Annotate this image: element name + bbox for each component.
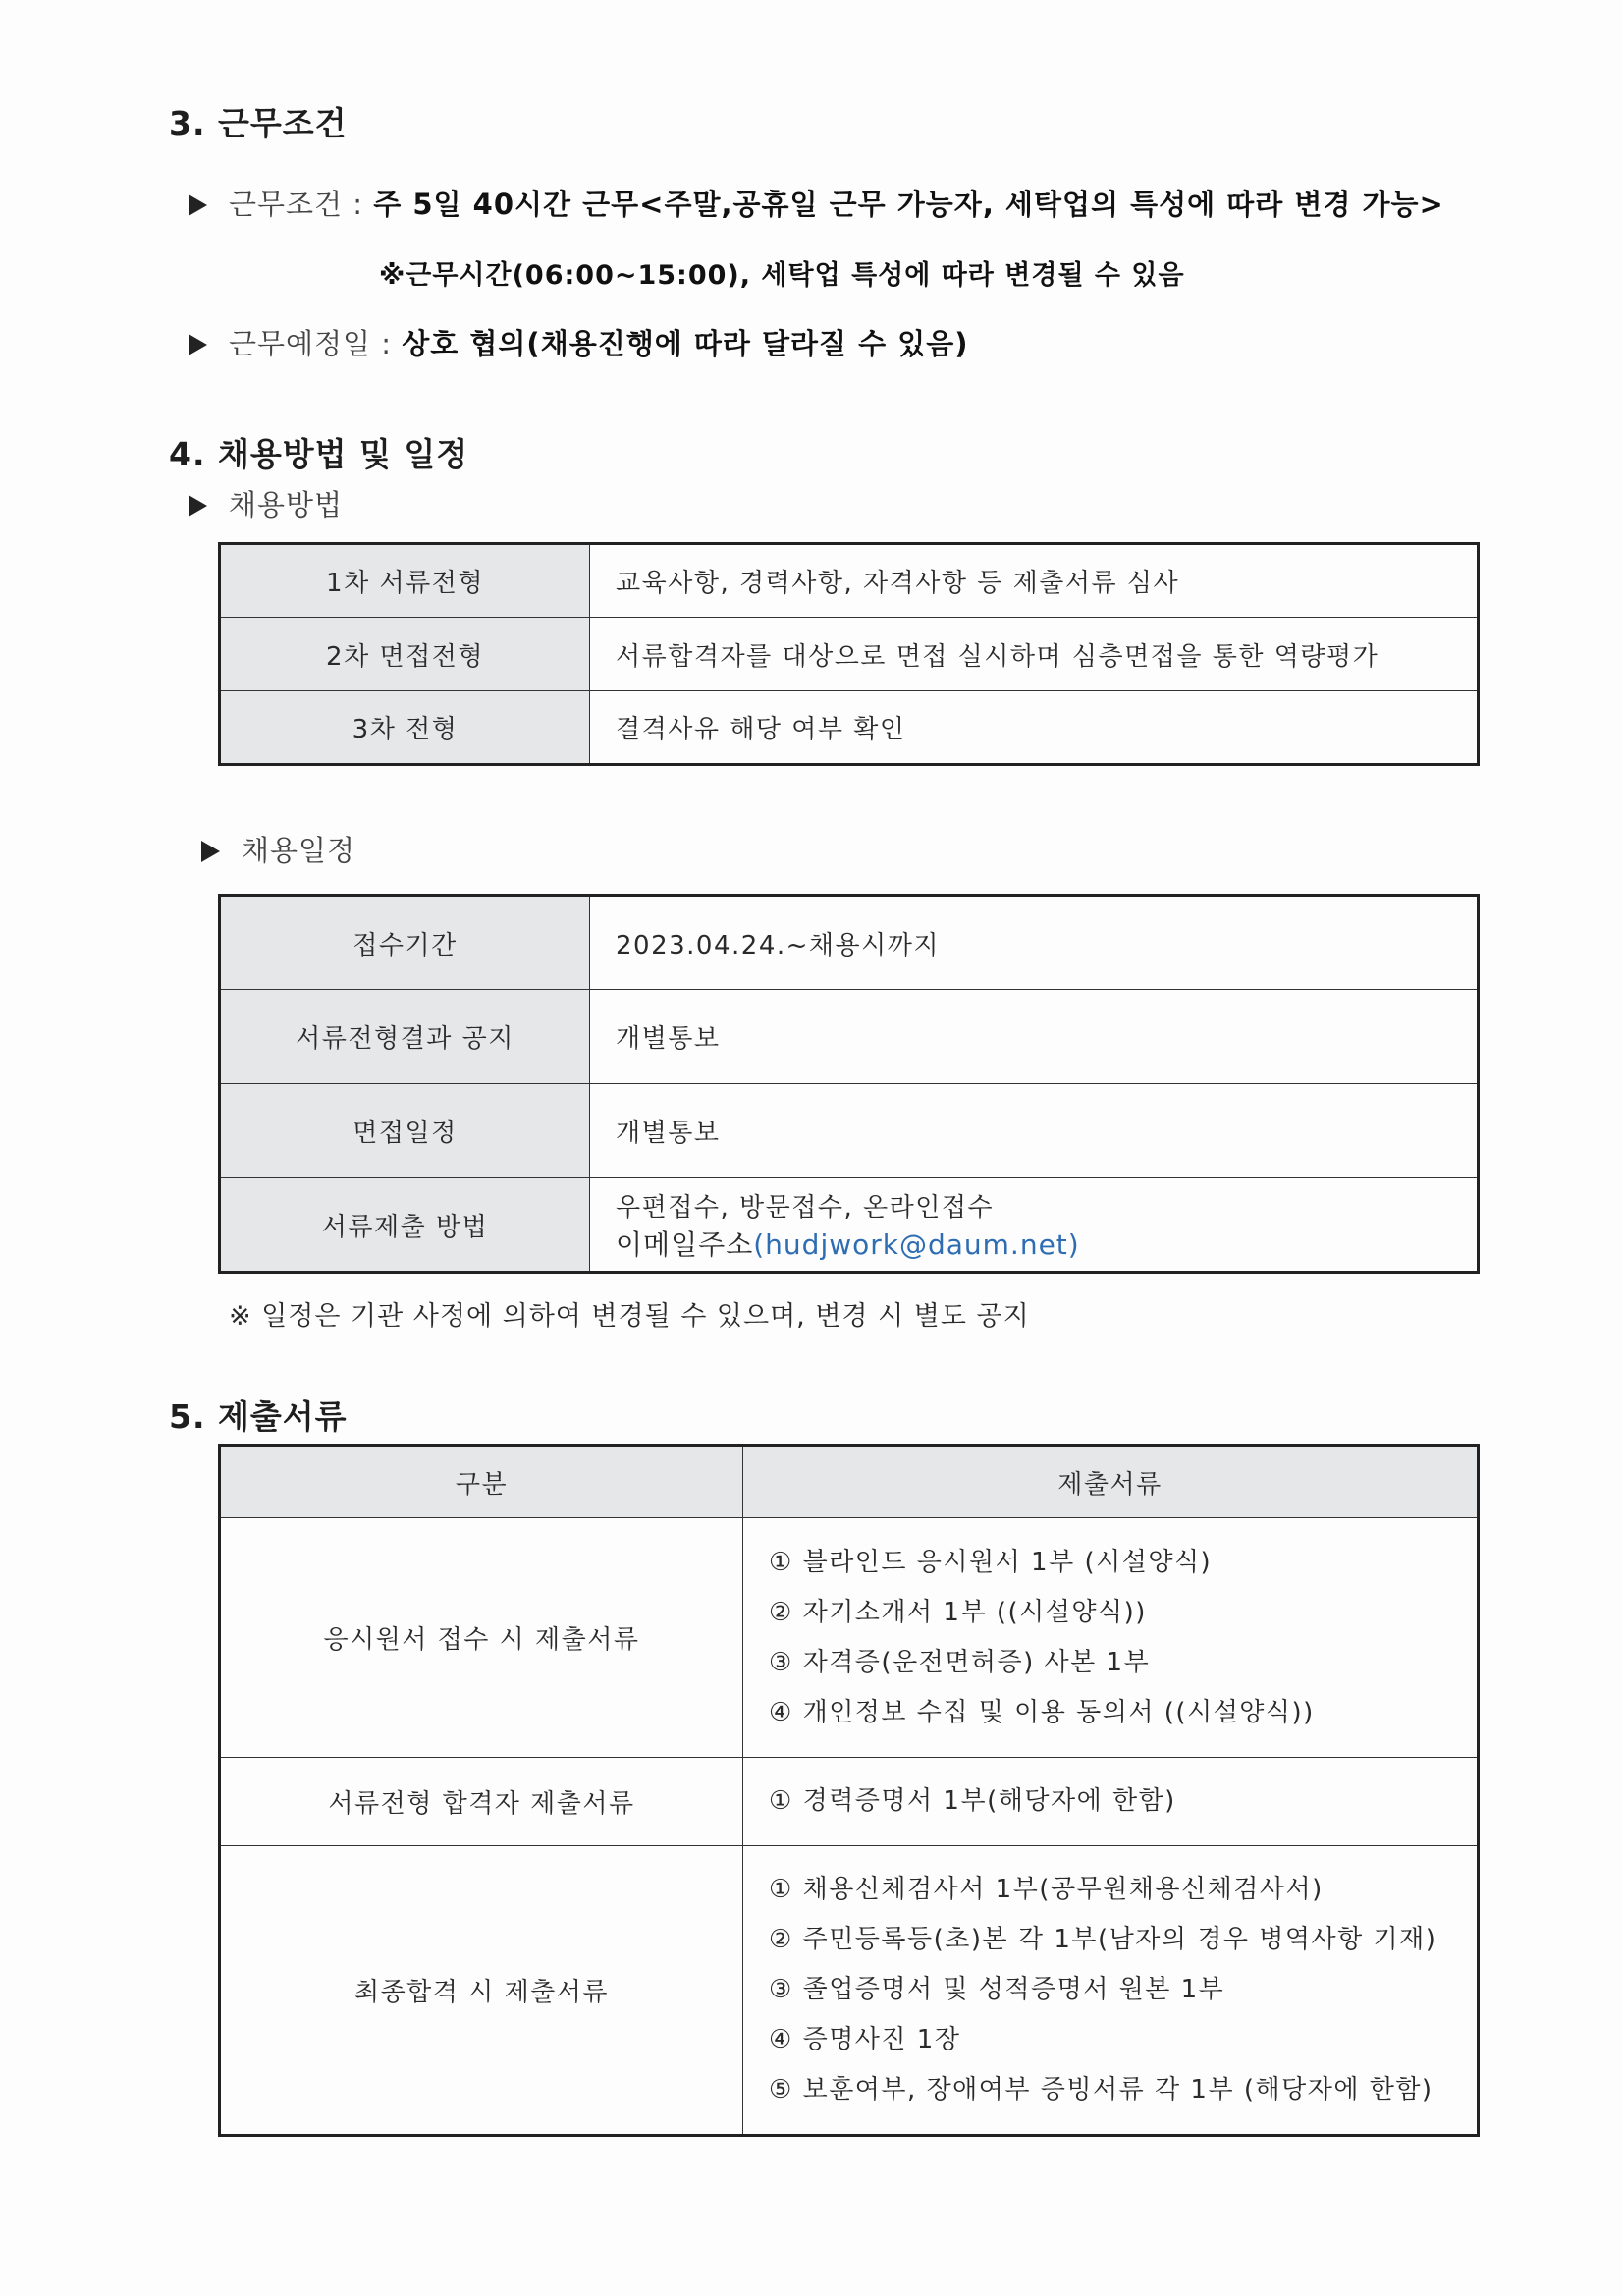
document-category: 서류전형 합격자 제출서류 bbox=[220, 1758, 743, 1846]
method-desc: 교육사항, 경력사항, 자격사항 등 제출서류 심사 bbox=[590, 544, 1479, 618]
method-stage: 1차 서류전형 bbox=[220, 544, 590, 618]
table-row bbox=[220, 990, 1479, 1084]
table-header-row bbox=[220, 1446, 1479, 1518]
submission-value bbox=[590, 1178, 1479, 1273]
table-row bbox=[220, 691, 1479, 765]
table-row bbox=[220, 1178, 1479, 1273]
triangle-bullet-icon bbox=[201, 841, 220, 862]
submission-label: 서류제출 방법 bbox=[220, 1178, 590, 1273]
schedule-value: 2023.04.24.~채용시까지 bbox=[590, 896, 1479, 990]
table-row bbox=[220, 1518, 1479, 1758]
work-hours-note: ※근무시간(06:00~15:00), 세탁업 특성에 따라 변경될 수 있음 bbox=[379, 260, 1185, 291]
start-date-line bbox=[189, 322, 969, 362]
table-row bbox=[220, 618, 1479, 691]
schedule-note: ※ 일정은 기관 사정에 의하여 변경될 수 있으며, 변경 시 별도 공지 bbox=[229, 1301, 1030, 1332]
schedule-value: 개별통보 bbox=[590, 990, 1479, 1084]
method-stage: 3차 전형 bbox=[220, 691, 590, 765]
document-list bbox=[743, 1846, 1479, 2136]
table-row bbox=[220, 1846, 1479, 2136]
column-header-documents: 제출서류 bbox=[743, 1446, 1479, 1518]
method-stage: 2차 면접전형 bbox=[220, 618, 590, 691]
triangle-bullet-icon bbox=[189, 495, 207, 517]
document-category: 응시원서 접수 시 제출서류 bbox=[220, 1518, 743, 1758]
submission-methods: 우편접수, 방문접수, 온라인접수 bbox=[616, 1192, 995, 1223]
document-category: 최종합격 시 제출서류 bbox=[220, 1846, 743, 2136]
table-row bbox=[220, 544, 1479, 618]
list-item: ② 주민등록등(초)본 각 1부(남자의 경우 병역사항 기재) bbox=[769, 1925, 1437, 1954]
schedule-label: 서류전형결과 공지 bbox=[220, 990, 590, 1084]
table-row bbox=[220, 1084, 1479, 1178]
documents-table bbox=[218, 1444, 1480, 2137]
list-item: ④ 증명사진 1장 bbox=[769, 2025, 961, 2054]
triangle-bullet-icon bbox=[189, 334, 207, 355]
list-item: ④ 개인정보 수집 및 이용 동의서 ((시설양식)) bbox=[769, 1697, 1315, 1727]
method-table bbox=[218, 542, 1480, 766]
schedule-value: 개별통보 bbox=[590, 1084, 1479, 1178]
schedule-table bbox=[218, 894, 1480, 1274]
list-item: ⑤ 보훈여부, 장애여부 증빙서류 각 1부 (해당자에 한함) bbox=[769, 2075, 1434, 2105]
column-header-category: 구분 bbox=[220, 1446, 743, 1518]
section-3-heading: 3. 근무조건 bbox=[169, 104, 348, 142]
schedule-subheading: 채용일정 bbox=[201, 829, 355, 869]
start-date-label: 근무예정일 : bbox=[229, 327, 393, 360]
method-desc: 서류합격자를 대상으로 면접 실시하며 심층면접을 통한 역량평가 bbox=[590, 618, 1479, 691]
start-date-value: 상호 협의(채용진행에 따라 달라질 수 있음) bbox=[402, 327, 969, 360]
work-conditions-line bbox=[189, 183, 1444, 223]
list-item: ① 경력증명서 1부(해당자에 한함) bbox=[769, 1786, 1176, 1816]
table-row bbox=[220, 1758, 1479, 1846]
work-conditions-value: 주 5일 40시간 근무<주말,공휴일 근무 가능자, 세탁업의 특성에 따라 변경 가능> bbox=[373, 188, 1444, 221]
list-item: ② 자기소개서 1부 ((시설양식)) bbox=[769, 1597, 1147, 1627]
document-list bbox=[743, 1758, 1479, 1846]
section-4-heading: 4. 채용방법 및 일정 bbox=[169, 435, 469, 473]
submission-email-line bbox=[616, 1224, 1451, 1263]
document-list bbox=[743, 1518, 1479, 1758]
schedule-label: 면접일정 bbox=[220, 1084, 590, 1178]
work-conditions-label: 근무조건 : bbox=[229, 188, 364, 221]
email-label: 이메일주소 bbox=[616, 1228, 754, 1261]
table-row bbox=[220, 896, 1479, 990]
section-5-heading: 5. 제출서류 bbox=[169, 1397, 348, 1436]
schedule-label: 접수기간 bbox=[220, 896, 590, 990]
triangle-bullet-icon bbox=[189, 194, 207, 216]
email-link[interactable]: (hudjwork@daum.net) bbox=[753, 1228, 1080, 1261]
list-item: ③ 자격증(운전면허증) 사본 1부 bbox=[769, 1647, 1151, 1677]
method-desc: 결격사유 해당 여부 확인 bbox=[590, 691, 1479, 765]
list-item: ① 블라인드 응시원서 1부 (시설양식) bbox=[769, 1547, 1213, 1577]
list-item: ③ 졸업증명서 및 성적증명서 원본 1부 bbox=[769, 1975, 1225, 2004]
list-item: ① 채용신체검사서 1부(공무원채용신체검사서) bbox=[769, 1875, 1324, 1904]
method-subheading: 채용방법 bbox=[189, 483, 343, 523]
